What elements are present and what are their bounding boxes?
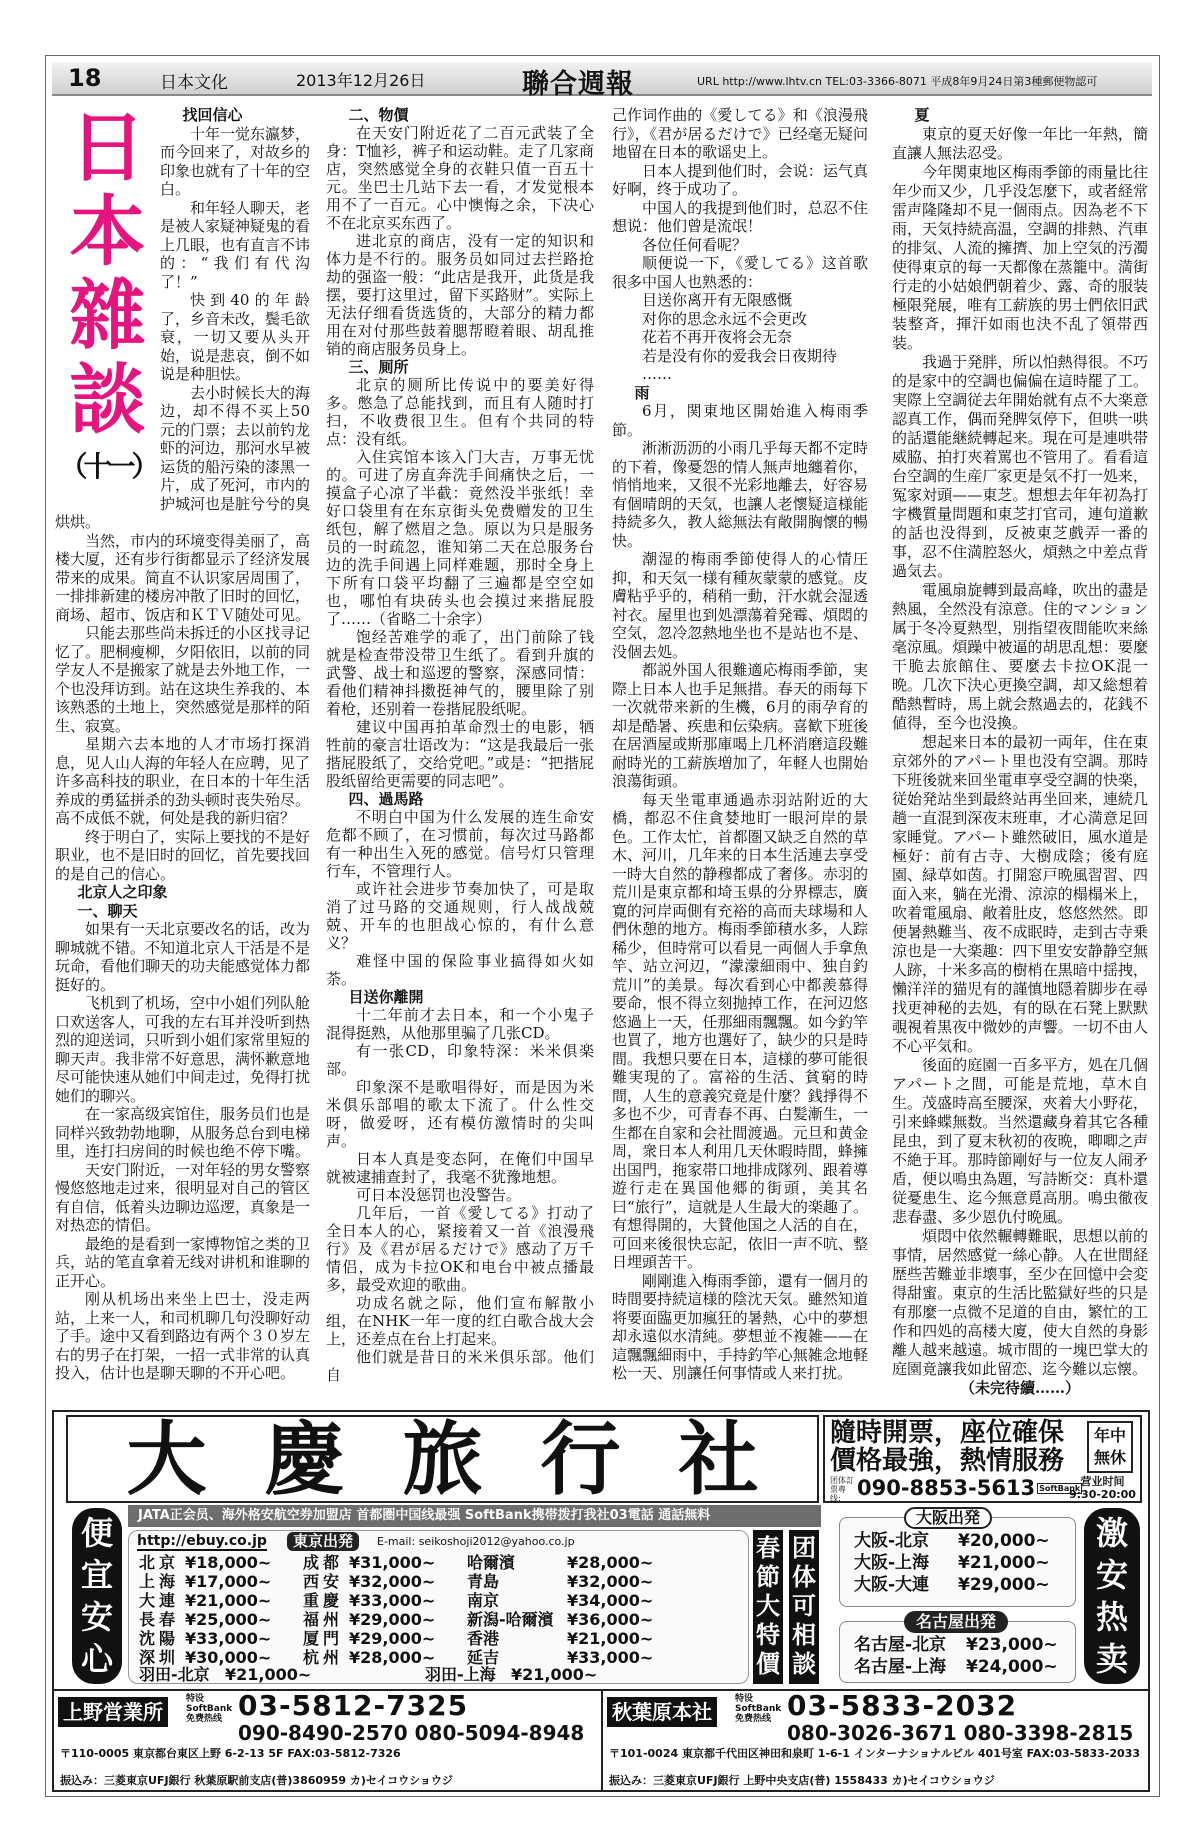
publication-info: URL http://www.lhtv.cn TEL:03-3366-8071 平成8年9月24日第3種郵便物認可 <box>697 75 1098 88</box>
to-be-continued: （未完待續……） <box>959 1379 1080 1397</box>
fare: ¥33,000~ <box>185 1629 272 1648</box>
fare: ¥36,000~ <box>567 1610 654 1629</box>
tokyo-price-table <box>128 1530 749 1684</box>
destination: 深圳 <box>139 1648 180 1667</box>
column-4 <box>892 106 1148 1398</box>
lyric-line: 对你的思念永远不会更改 <box>642 309 808 328</box>
destination: 西安 <box>303 1572 344 1591</box>
price-row <box>139 1553 677 1572</box>
section-heading: 目送你離開 <box>348 988 424 1006</box>
route: 大阪-大連 <box>854 1575 930 1595</box>
office-address: 〒101-0024 東京都千代田区神田和泉町 1-6-1 インターナショナルビル 401号室 FAX:03-5833-2033 <box>609 1747 1140 1760</box>
destination: 延吉 <box>467 1648 500 1667</box>
group-tel <box>857 1475 1082 1502</box>
office-akihabara <box>601 1691 1148 1792</box>
nagoya-title: 名古屋出発 <box>904 1611 1008 1633</box>
fare: ¥31,000~ <box>349 1553 436 1572</box>
hours-value: 9:30-20:00 <box>1069 1488 1136 1501</box>
lyric-line: …… <box>642 365 672 383</box>
fare: ¥21,000~ <box>567 1629 654 1648</box>
office-bank-account: 振込み：三菱東京UFJ銀行 秋葉原駅前支店(普)3860959 カ)セイコウショウジ <box>60 1774 453 1787</box>
paragraph: 进北京的商店，没有一定的知识和体力是不行的。服务员如同过去拦路抢劫的强盗一般：“此店是我开，此货是我摆，要打这里过，留下买路财”。实际上无法仔细看货选货的，大部分的精力都用在对付那些鼓着腮帮瞪着眼、胡乱推销的商店服务员身上。 <box>326 232 594 358</box>
paragraph: 饱经苦难学的乖了，出门前除了钱就是检查带没带卫生纸了。看到升旗的武警、战士和巡逻的警察，深感同情：看他们精神抖擞挺神气的，腰里除了别着枪，还别着一卷揩屁股纸呢。 <box>326 628 594 718</box>
hotline-label: 特设 SoftBank 免费热线 <box>186 1694 233 1724</box>
paragraph: 天安门附近，一对年轻的男女警察慢悠悠地走过来，很明显对自己的管区有自信，低着头边聊边巡逻，真象是一对热恋的情侣。 <box>55 1160 311 1234</box>
price-row <box>139 1610 677 1629</box>
fare: ¥29,000~ <box>349 1610 436 1629</box>
osaka-route-row <box>854 1552 1075 1574</box>
destination: 重慶 <box>303 1591 344 1610</box>
office-address: 〒110-0005 東京都台東区上野 6-2-13 5F FAX:03-5812-7326 <box>60 1747 401 1760</box>
fare: ¥17,000~ <box>185 1572 272 1591</box>
paragraph: 几年后，一首《愛してる》打动了全日本人的心，紧接着又一首《浪漫飛行》及《君が居るだけで》感动了万千情侣，成为卡拉OK和电台中被点播最多，最受欢迎的歌曲。 <box>326 1204 594 1294</box>
group-tel-label: 团体訂票專线: <box>830 1476 854 1503</box>
destination: 青島 <box>467 1572 500 1591</box>
business-hours <box>1069 1475 1136 1501</box>
hours-label: 营业时间 <box>1080 1475 1125 1488</box>
section-heading: 找回信心 <box>182 106 243 124</box>
price-row <box>139 1629 677 1648</box>
paragraph: 飞机到了机场，空中小姐们列队舱口欢送客人，可我的左右耳并没听到热烈的迎送词，只听到小姐们家常里短的聊天声。我非常不好意思，满怀歉意地尽可能快速从她们中间走过，免得打扰她们的聊兴。 <box>55 994 311 1105</box>
paragraph: 如果有一天北京要改名的话，改为聊城就不错。不知道北京人干活是不是玩命，看他们聊天的功夫能感觉体力都挺好的。 <box>55 920 311 994</box>
office-bank-account: 振込み：三菱東京UFJ銀行 上野中央支店(普) 1558433 カ)セイコウショウジ <box>609 1774 995 1787</box>
masthead-logo: 聯合週報 <box>522 69 634 100</box>
spring-sale-badge: 春節大特價 <box>753 1530 783 1684</box>
paragraph: 各位任何看呢？ <box>642 235 748 254</box>
fare: ¥24,000~ <box>966 1657 1058 1677</box>
office-ueno <box>54 1691 601 1792</box>
section-name: 日本文化 <box>160 73 228 93</box>
paragraph: 煩悶中依然輾轉難眠，思想以前的事情，居然感覚一絲心静。人在世間経歴些苦難並非壊事，至少在回憶中会変得甜蜜。東京的生活比監獄好些的只是有那麼一点微不足道的自由，繁忙的工作和四処的高楼大廈，使大自然的身影離人越来越遠。城市間的一塊巴掌大的庭園竟讓我如此留恋、迄今難以忘懐。 <box>892 1227 1148 1378</box>
column-1 <box>55 103 311 1383</box>
agency-brand-name: 大慶旅行社 <box>66 1415 819 1503</box>
paragraph: 電風扇旋轉到最高峰，吹出的盡是熱風，全然没有涼意。住的マンション属于冬冷夏熱型，別指望夜間能吹来絲毫涼風。煩躁中被逼的胡思乱想：要麼干脆去旅館住、要麼去卡拉OK混一晩。几次下決心更換空調，却又総想着酷熱暫時，馬上就会熬過去的，花銭不値得，至今也没換。 <box>892 581 1148 732</box>
issue-date: 2013年12月26日 <box>296 71 426 90</box>
paragraph: 功成名就之际，他们宣布解散小组，在NHK一年一度的红白歌合战大会上，还差点在台上打起来。 <box>326 1294 594 1348</box>
destination: 上海 <box>139 1572 180 1591</box>
destination: 大連 <box>139 1591 180 1610</box>
cheap-safe-badge: 便宜安心 <box>72 1508 122 1684</box>
osaka-route-row <box>854 1530 1075 1552</box>
osaka-title: 大阪出発 <box>904 1507 992 1529</box>
article-headline: 日本雜談 <box>69 103 146 444</box>
route: 大阪-北京 <box>854 1531 930 1551</box>
office-mobiles: 090-8490-2570 080-5094-8948 <box>238 1721 585 1745</box>
destination: 新潟-哈爾濱 <box>467 1610 554 1629</box>
no-holiday-badge: 年中無休 <box>1087 1421 1133 1473</box>
paragraph: 今年関東地区梅雨季節的雨量比往年少而又少，几乎没怎麼下，或者経常雷声隆隆却不見一個雨点。因為老不下雨，天気持続高温，空調的排熱、汽車的排気、人流的擁擠、加上空気的汚濁使得東京的每一天都像在蒸籠中。満街行走的小姑娘們朝着少、露、奇的服装極限発展，唯有工薪族的男士們依旧武装整斉，揮汗如雨也決不乱了領帯西装。 <box>892 163 1148 352</box>
column-3 <box>612 106 868 1383</box>
group-tel-number: 090-8853-5613 <box>857 1476 1036 1500</box>
fare: ¥33,000~ <box>349 1591 436 1610</box>
column-2 <box>326 106 594 1384</box>
fare: ¥21,000~ <box>185 1591 272 1610</box>
paragraph: 北京的厕所比传说中的要美好得多。憋急了总能找到，而且有人随时打扫，不收费很卫生。但有个共同的特点：没有纸。 <box>326 376 594 448</box>
fare: ¥30,000~ <box>185 1648 272 1667</box>
section-heading: 三、厠所 <box>348 358 409 376</box>
paragraph: 後面的庭園一百多平方，処在几個アパート之間，可能是荒地，草木自生。茂盛時高至腰深，夾着大小野花，引来蜂蝶無数。当然還藏身着其它各種昆虫，到了夏末秋初的夜晩，唧唧之声不絶于耳。那時節剛好与一位友人闹矛盾，便以鳴虫為題，写詩断交：真朴還従憂患生、迄今無意覓高朋。鳴虫徹夜悲春盡、多少恩仇付晩風。 <box>892 1056 1148 1226</box>
office-tel: 03-5833-2032 <box>787 1689 1018 1722</box>
fare: ¥29,000~ <box>349 1629 436 1648</box>
paragraph: 去小时候长大的海边，却不得不买上50元的门票；去以前钓龙虾的河边，那河水早被运货的船污染的漆黑一片，成了死河，市内的护城河也是脏兮兮的臭烘烘。 <box>55 383 311 531</box>
destination: 長春 <box>139 1610 180 1629</box>
nagoya-route-row <box>854 1656 1075 1678</box>
fare: ¥32,000~ <box>567 1572 654 1591</box>
paragraph: 有一张CD，印象特深：米米俱楽部。 <box>326 1042 594 1078</box>
section-heading: 夏 <box>914 106 930 124</box>
section-heading: 二、物價 <box>348 106 409 124</box>
paragraph: 星期六去本地的人才市场打探消息，见人山人海的年轻人在应聘，见了许多高科技的职业，在日本的十年生活养成的勇猛拼杀的劲头顿时丧失殆尽。高不成低不就，何处是我的新归宿？ <box>55 735 311 827</box>
fare: ¥34,000~ <box>567 1591 654 1610</box>
price-section <box>54 1505 1148 1687</box>
destination: 香港 <box>467 1629 500 1648</box>
route: 名古屋-北京 <box>854 1635 947 1655</box>
hot-deal-badge: 激安热卖 <box>1084 1508 1140 1684</box>
paragraph: 或许社会进步节奏加快了，可是取消了过马路的交通规则，行人战战兢兢、开车的也胆战心惊的，有什么意义？ <box>326 880 594 952</box>
paragraph: 十年一觉东瀛梦，而今回来了，对故乡的印象也就有了十年的空白。 <box>160 124 311 198</box>
fare: ¥32,000~ <box>349 1572 436 1591</box>
page-number: 18 <box>68 64 102 92</box>
paragraph: 难怪中国的保险事业搞得如火如荼。 <box>326 952 594 988</box>
haneda-fare: ¥21,000~ <box>511 1665 598 1684</box>
lyric-line: 若是没有你的爱我会日夜期待 <box>642 346 838 365</box>
tel-carrier: SoftBank <box>1039 1484 1081 1493</box>
slogan-line-1: 隨時開票，座位確保 <box>830 1418 1065 1448</box>
haneda-row <box>139 1666 671 1684</box>
fare: ¥21,000~ <box>958 1553 1050 1573</box>
price-row <box>139 1572 677 1591</box>
section-heading: 北京人之印象 <box>77 883 168 901</box>
destination: 北京 <box>139 1553 180 1572</box>
paragraph: 入住宾馆本该入门大吉，万事无忧的。可进了房直奔洗手间痛快之后，一摸盒子心凉了半截：竟然没半张纸！幸好口袋里有在东京街头免费赠发的卫生纸包，解了燃眉之急。原以为只是服务员的一时疏忽，谁知第二天在总服务台边的洗手间遇上同样难题，那时全身上下所有口袋平均翻了三遍都是空空如也，哪怕有块砖头也会摸过来揩屁股了……（省略二十余字） <box>326 448 594 628</box>
fare: ¥25,000~ <box>185 1610 272 1629</box>
destination: 南京 <box>467 1591 500 1610</box>
fare: ¥29,000~ <box>958 1575 1050 1595</box>
paragraph: 東京的夏天好像一年比一年熱，簡直讓人無法忍受。 <box>892 125 1148 162</box>
paragraph: 都説外国人很難適応梅雨季節，実際上日本人也手足無措。春天的雨每下一次就带来新的生機，6月的雨孕育的却是酷暑、疾患和伝染病。喜歓下班後在居酒屋或斯那庫喝上几杯消磨這段難耐時光的工薪族増加了，年軽人也開始浪蕩街頭。 <box>612 661 868 790</box>
paragraph: 建议中国再拍革命烈士的电影，牺牲前的豪言壮语改为：“这是我最后一张揩屁股纸了，交给党吧。”或是：“把揩屁股纸留给更需要的同志吧”。 <box>326 718 594 790</box>
slogan-line-2: 價格最強，熱情服務 <box>830 1446 1065 1476</box>
paragraph: 他们就是昔日的米米俱乐部。他们自 <box>326 1348 594 1384</box>
lyric-line: 花若不再开夜将会无奈 <box>642 328 793 346</box>
paragraph: 潮湿的梅雨季節使得人的心情圧抑，和天気一様有種灰蒙蒙的感覚。皮膚粘乎乎的，稍稍一動，汗水就会湿透衬衣。屋里也到処漂蕩着発霉、煩悶的空気，忽冷忽熱地坐也不是站也不是、没個去処。 <box>612 550 868 661</box>
paragraph: 日本人真是变态阿，在俺们中国早就被逮捕查封了，我毫不犹豫地想。 <box>326 1150 594 1186</box>
paragraph: 想起来日本的最初一両年，住在東京郊外的アパート里也没有空調。那時下班後就来回坐電車享受空調的快楽，従始発站坐到最終站再坐回来，連続几趟一直混到深夜末班車，才心満意足回家睡覚。アパート雖然破旧，風水道是極好：前有古寺、大樹成陰；後有庭園、緑草如茵。打開窓戸晩風習習、四面入来，躺在光滑、涼涼的榻榻米上，吹着電風扇、敞着肚皮，悠悠然然。即便暑熱難当、夜不成眠時，走到古寺乗涼也是一大楽趣：四下里安安静静空無人跡，十米多高的樹梢在黒暗中揺拽，懶洋洋的猫児有的謹慎地隠着脚步在尋找更神秘的去処，有的臥在石凳上默默覗視着黒夜中微妙的声響。一切不由人不心平気和。 <box>892 733 1148 1055</box>
office-mobiles: 080-3026-3671 080-3398-2815 <box>787 1721 1134 1745</box>
lyric-line: 目送你离开有无限感慨 <box>642 291 793 309</box>
osaka-departure-panel <box>839 1508 1076 1607</box>
haneda-fare: ¥21,000~ <box>225 1665 312 1684</box>
column-4-body <box>892 106 1148 1398</box>
fare: ¥28,000~ <box>567 1553 654 1572</box>
paragraph: 终于明白了，实际上要找的不是好职业，也不是旧时的回忆，首先要找回的是自己的信心。 <box>55 827 311 883</box>
paragraph: 6月，関東地区開始進入梅雨季節。 <box>612 402 868 439</box>
section-heading: 雨 <box>634 383 650 402</box>
destination: 沈陽 <box>139 1629 180 1648</box>
destination: 福州 <box>303 1610 344 1629</box>
offices-section <box>54 1689 1148 1790</box>
paragraph: 中国人的我提到他们时，总忍不住想说：他们曾是流氓！ <box>612 198 868 235</box>
price-row <box>139 1591 677 1610</box>
column-3-body <box>612 106 868 1383</box>
slogan-box <box>823 1415 1142 1503</box>
fare: ¥28,000~ <box>349 1648 436 1667</box>
paragraph: 日本人提到他们时，会说：运气真好啊，终于成功了。 <box>612 161 868 198</box>
section-heading: 四、過馬路 <box>348 790 424 808</box>
paragraph: 在一家高级宾馆住，服务员们也是同样兴致勃勃地聊，从服务总台到电梯里，连打扫房间的时候也绝不停下嘴。 <box>55 1105 311 1160</box>
office-name: 秋葉原本社 <box>607 1697 717 1727</box>
paragraph: 我過于発胖，所以怕熱得很。不巧的是家中的空調也偏偏在這時罷了工。実際上空調従去年開始就有点不大楽意認真工作，偶而発脾気停下，但哄一哄的話還能継続轉起来。現在可是連哄帯威脇、拍打夾着罵也不管用了。看看這台空調的生産厂家更是気不打一処来，冤家対頭——東芝。想想去年年初為打字機質量問題和東芝打官司，連句道歉的話也没得到，反被東芝戲弄一番的事，忍不住満腔怒火，煩熱之中差点背過気去。 <box>892 353 1148 580</box>
haneda-route: 羽田-上海 <box>425 1665 496 1684</box>
paragraph-continued: 己作词作曲的《愛してる》和《浪漫飛行》，《君が居るだけで》已经毫无疑问地留在日本的歌谣史上。 <box>612 106 868 161</box>
fare: ¥23,000~ <box>966 1635 1058 1655</box>
paragraph: 不明白中国为什么发展的连生命安危都不顾了，在习惯前，每次过马路都有一种出生入死的感觉。信号灯只管理行车，不管理行人。 <box>326 808 594 880</box>
destination: 杭州 <box>303 1648 344 1667</box>
travel-agency-advertisement <box>52 1410 1150 1792</box>
nagoya-route-row <box>854 1634 1075 1656</box>
paragraph: 和年轻人聊天，老是被人家疑神疑鬼的看上几眼，也有直言不讳的：“我们有代沟了！” <box>160 198 311 291</box>
email-address[interactable]: E-mail: seikoshoji2012@yahoo.co.jp <box>377 1535 575 1548</box>
office-name: 上野営業所 <box>58 1697 168 1727</box>
group-consult-badge: 团体可相談 <box>789 1530 819 1684</box>
fare: ¥20,000~ <box>958 1531 1050 1551</box>
page-header <box>52 62 1152 100</box>
paragraph: 当然，市内的环境变得美丽了，高楼大厦，还有步行街都显示了经济发展带来的成果。简直不认识家居周围了，一排排新建的楼房冲散了旧时的回忆，商场、超市、饭店和ＫＴＶ随处可见。 <box>55 531 311 624</box>
hotline-label: 特设 SoftBank 免费热线 <box>735 1694 782 1724</box>
paragraph: 每天坐電車通過赤羽站附近的大橋，都忍不住貪婪地盯一眼河岸的景色。工作太忙，首都圏又缺乏自然的草木、河川，几年来的日本生活連去享受一時大自然的静穆都成了奢侈。赤羽的荒川是東京都和埼玉県的分界標志，廣寛的河岸両側有充裕的高而夫球場和人們休憩的地方。梅雨季節積水多，人踪稀少，但時常可以看見一両個人手拿魚竿、站立河辺，“濛濛細雨中、独自釣荒川”的美景。每次看到心中都羨慕得要命，恨不得立刻抛掉工作，在河辺悠悠過上一天，任那細雨飄飄。如今釣竿也買了，地方也選好了，缺少的只是時間。我想只要在日本，這様的夢可能很難実現的了。富裕的生活、貧窮的時間，人生的意義究竟是什麼？銭掙得不多也不少，可青春不再、白髪漸生，一生都在自家和会社間渡過。元旦和黄金周，衆日本人利用几天休暇時間，蜂擁出国門，拖家帯口地排成隊列、跟着導遊行走在異国他郷的街頭，美其名曰“旅行”，這就是人生最大的楽趣了。有想得開的，大賛他国之人活的自在，可回来後很快忘記，依旧一声不吭、整日埋頭苦干。 <box>612 790 868 1271</box>
paragraph: 淅淅沥沥的小雨几乎每天都不定時的下着，像憂怨的情人無声地纏着你，悄悄地来，又很不光彩地離去，好容易有個晴朗的天気，也讓人老懷疑這様能持続多久，教人総無法有敞開胸懷的暢快。 <box>612 439 868 550</box>
paragraph: 快到40的年龄了，乡音未改，鬓毛欲衰，一切又要从头开始，说是悲哀，倒不如说是种胆怯。 <box>160 291 311 383</box>
office-tel: 03-5812-7325 <box>238 1689 469 1722</box>
article-installment-number: （十一） <box>59 450 156 483</box>
paragraph: 只能去那些尚未拆迁的小区找寻记忆了。肥桐瘦柳，夕阳依旧，以前的同学友人不是搬家了就是去外地工作，一个也没拜访到。站在这块生养我的、本该熟悉的土地上，突然感觉是那样的陌生、寂寞。 <box>55 624 311 735</box>
paragraph: 剛剛進入梅雨季節，還有一個月的時間要持続這様的陰沈天気。雖然知道将要面臨更加瘋狂的暑熱，心中的夢想却永遠似水清純。夢想並不複雑——在這飄飄細雨中，手持釣竿心無雑念地軽松一天、別讓任何事情或人来打扰。 <box>612 1271 868 1382</box>
destination: 厦門 <box>303 1629 344 1648</box>
paragraph: 顺便说一下，《愛してる》这首歌很多中国人也熟悉的： <box>612 254 868 291</box>
haneda-route: 羽田-北京 <box>139 1665 210 1684</box>
fare: ¥33,000~ <box>567 1648 654 1667</box>
paragraph: 刚从机场出来坐上巴士，没走两站，上来一人，和司机聊几句没聊好动了手。途中又看到路边有两个３０岁左右的男子在打架，一招一式非常的认真投入，估计也是聊天聊的不开心吧。 <box>55 1290 311 1382</box>
paragraph: 在天安门附近花了二百元武装了全身：T恤衫，裤子和运动鞋。走了几家商店，突然感觉全身的衣鞋只值一百五十元。坐巴士几站下去一看，才发觉根本用不了一百元。心中懊悔之余，下决心不在北京买东西了。 <box>326 124 594 232</box>
route: 大阪-上海 <box>854 1553 930 1573</box>
headline-block <box>55 103 160 506</box>
destination: 成都 <box>303 1553 344 1572</box>
tokyo-departure-title: 東京出発 <box>287 1532 359 1551</box>
paragraph: 十二年前才去日本，和一个小鬼子混得挺熟，从他那里骗了几张CD。 <box>326 1006 594 1042</box>
destination: 哈爾濱 <box>467 1553 516 1572</box>
osaka-route-row <box>854 1574 1075 1596</box>
fare: ¥18,000~ <box>185 1553 272 1572</box>
route: 名古屋-上海 <box>854 1657 947 1677</box>
paragraph: 印象深不是歌唱得好，而是因为米米俱乐部唱的歌太下流了。什么性交呀，做爱呀，还有模仿激情时的尖叫声。 <box>326 1078 594 1150</box>
membership-banner: JATA正会员、海外格安航空券加盟店 首都圏中国线最强 SoftBank携帯拨打我社03電話 通話無料 <box>128 1505 821 1527</box>
website-link[interactable]: http://ebuy.co.jp <box>137 1533 267 1549</box>
column-1-body <box>55 532 310 1383</box>
paragraph: 可日本没惩罚也没警告。 <box>356 1186 522 1204</box>
nagoya-departure-panel <box>839 1612 1076 1683</box>
paragraph: 最绝的是看到一家博物馆之类的卫兵，站的笔直拿着无线对讲机和谁聊的正开心。 <box>55 1234 311 1290</box>
section-heading: 一、聊天 <box>77 901 138 920</box>
column-2-body <box>326 106 594 1384</box>
